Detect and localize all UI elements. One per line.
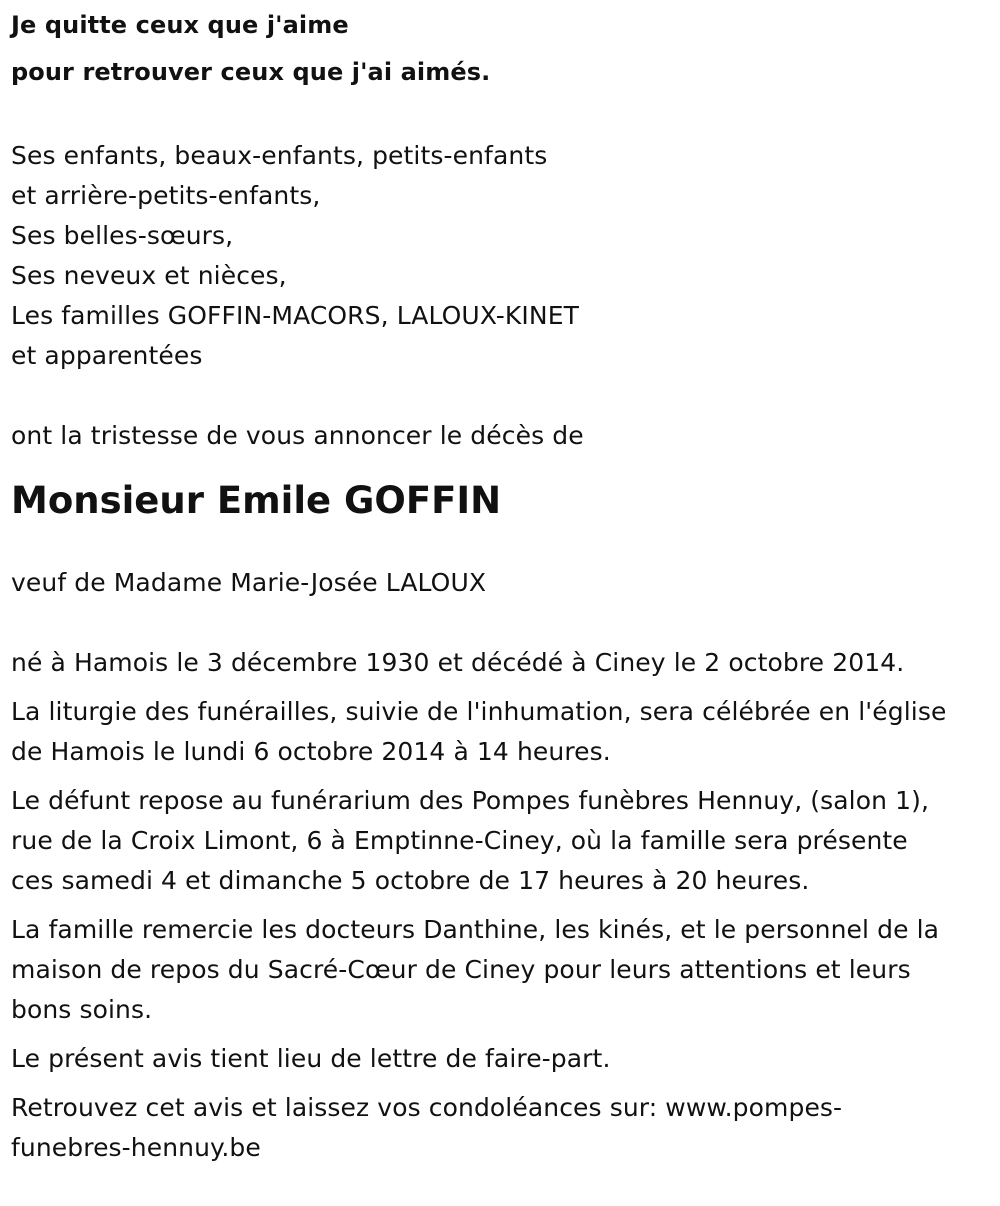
funerarium-paragraph <box>11 781 996 901</box>
family-line: Ses enfants, beaux-enfants, petits-enfants <box>11 141 548 170</box>
paragraph-line: La liturgie des funérailles, suivie de l'inhumation, sera célébrée en l'église <box>11 697 947 726</box>
paragraph-line: La famille remercie les docteurs Danthine, les kinés, et le personnel de la <box>11 915 940 944</box>
paragraph-line: Le présent avis tient lieu de lettre de faire-part. <box>11 1044 611 1073</box>
announcement-text: ont la tristesse de vous annoncer le décès de <box>11 421 584 450</box>
family-line: et arrière-petits-enfants, <box>11 181 321 210</box>
family-line: Ses neveux et nièces, <box>11 261 287 290</box>
birth-death-paragraph <box>11 643 996 683</box>
paragraph-line: né à Hamois le 3 décembre 1930 et décédé à Ciney le 2 octobre 2014. <box>11 648 905 677</box>
family-line: et apparentées <box>11 341 203 370</box>
quote-line-2: pour retrouver ceux que j'ai aimés. <box>11 58 491 86</box>
paragraph-line: maison de repos du Sacré-Cœur de Ciney pour leurs attentions et leurs <box>11 955 911 984</box>
paragraph-line: bons soins. <box>11 995 153 1024</box>
paragraph-line: Retrouvez cet avis et laissez vos condoléances sur: www.pompes- <box>11 1093 843 1122</box>
condolences-paragraph <box>11 1088 996 1168</box>
paragraph-line: funebres-hennuy.be <box>11 1133 261 1162</box>
paragraph-line: de Hamois le lundi 6 octobre 2014 à 14 heures. <box>11 737 611 766</box>
family-line: Ses belles-sœurs, <box>11 221 234 250</box>
quote-line-1: Je quitte ceux que j'aime <box>11 11 349 39</box>
funeral-paragraph <box>11 692 996 772</box>
paragraph-line: rue de la Croix Limont, 6 à Emptinne-Ciney, où la famille sera présente <box>11 826 908 855</box>
family-line: Les familles GOFFIN-MACORS, LALOUX-KINET <box>11 301 579 330</box>
widower-text: veuf de Madame Marie-Josée LALOUX <box>11 568 487 597</box>
thanks-paragraph <box>11 910 996 1030</box>
paragraph-line: ces samedi 4 et dimanche 5 octobre de 17 heures à 20 heures. <box>11 866 810 895</box>
deceased-name: Monsieur Emile GOFFIN <box>11 479 502 522</box>
obituary-notice <box>11 0 996 1177</box>
family-list <box>11 136 996 376</box>
notice-paragraph <box>11 1039 996 1079</box>
paragraph-line: Le défunt repose au funérarium des Pompes funèbres Hennuy, (salon 1), <box>11 786 930 815</box>
